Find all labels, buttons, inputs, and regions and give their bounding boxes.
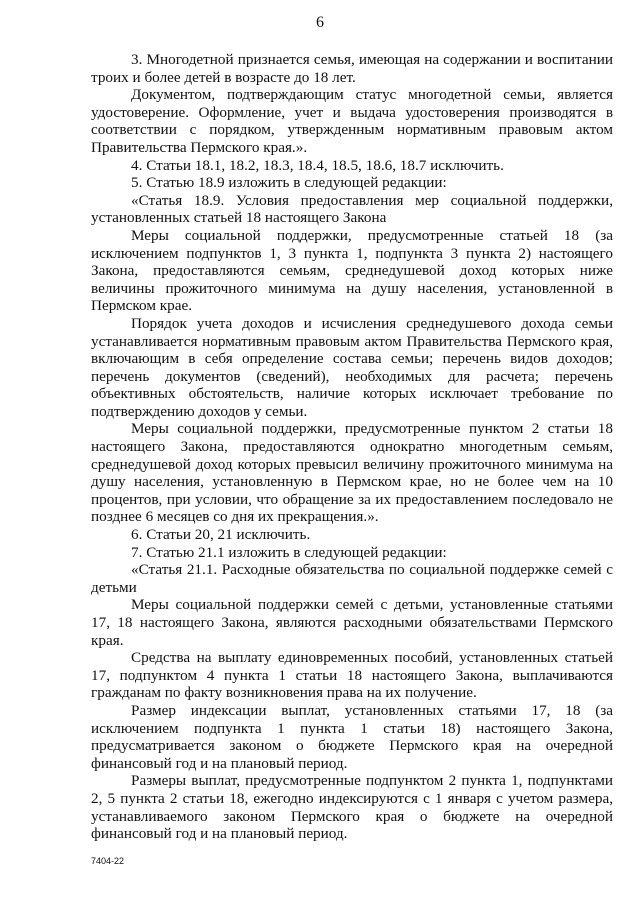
paragraph: «Статья 18.9. Условия предоставления мер социальной поддержки, установленных статьей 18 настоящего Закона <box>91 191 613 227</box>
document-body <box>91 51 613 843</box>
paragraph: 3. Многодетной признается семья, имеющая на содержании и воспитании троих и более детей в возрасте до 18 лет. <box>91 51 613 86</box>
paragraph: Меры социальной поддержки, предусмотренные пунктом 2 статьи 18 настоящего Закона, предоставляются однократно многодетным семьям, среднедушевой доход которых превысил величину прожиточного минимума на душу населения, установленную в Пермском крае, но не более чем на 10 процентов, при условии, что обращение за их предоставлением последовало не позднее 6 месяцев со дня их прекращения.». <box>91 420 613 526</box>
paragraph: Меры социальной поддержки, предусмотренные статьей 18 (за исключением подпунктов 1, 3 пункта 1, подпункта 3 пункта 2) настоящего Закона, предоставляются семьям, среднедушевой доход которых ниже величины прожиточного минимума на душу населения, установленной в Пермском крае. <box>91 226 613 315</box>
paragraph: Размеры выплат, предусмотренные подпунктом 2 пункта 1, подпунктами 2, 5 пункта 2 статьи 18, ежегодно индексируются с 1 января с учетом размера, устанавливаемого законом Пермского края о бюджете на очередной финансовый год и на плановый период. <box>91 772 613 843</box>
document-code: 7404-22 <box>91 856 125 866</box>
paragraph: Размер индексации выплат, установленных статьями 17, 18 (за исключением подпункта 1 пункта 1 статьи 18) настоящего Закона, предусматривается законом о бюджете Пермского края на очередной финансовый год и на плановый период. <box>91 701 613 772</box>
paragraph: 6. Статьи 20, 21 исключить. <box>131 526 311 544</box>
paragraph: Порядок учета доходов и исчисления среднедушевого дохода семьи устанавливается нормативным правовым актом Правительства Пермского края, включающим в себя определение состава семьи; перечень видов доходов; перечень документов (сведений), необходимых для расчета; перечень объективных обстоятельств, наличие которых исключает требование по подтверждению доходов у семьи. <box>91 314 613 420</box>
page-number: 6 <box>316 14 324 31</box>
paragraph: Документом, подтверждающим статус многодетной семьи, является удостоверение. Оформление, учет и выдача удостоверения производятся в соответствии с порядком, утвержденным нормативным правовым актом Правительства Пермского края.». <box>91 86 613 156</box>
paragraph: 5. Статью 18.9 изложить в следующей редакции: <box>131 174 447 192</box>
paragraph: 4. Статьи 18.1, 18.2, 18.3, 18.4, 18.5, 18.6, 18.7 исключить. <box>131 156 504 174</box>
paragraph: 7. Статью 21.1 изложить в следующей редакции: <box>131 543 447 561</box>
paragraph: Меры социальной поддержки семей с детьми, установленные статьями 17, 18 настоящего Закона, являются расходными обязательствами Пермского края. <box>91 596 613 649</box>
paragraph: «Статья 21.1. Расходные обязательства по социальной поддержке семей с детьми <box>91 561 613 596</box>
paragraph: Средства на выплату единовременных пособий, установленных статьей 17, подпунктом 4 пункта 1 статьи 18 настоящего Закона, выплачиваются гражданам по факту возникновения права на их получение. <box>91 649 613 702</box>
